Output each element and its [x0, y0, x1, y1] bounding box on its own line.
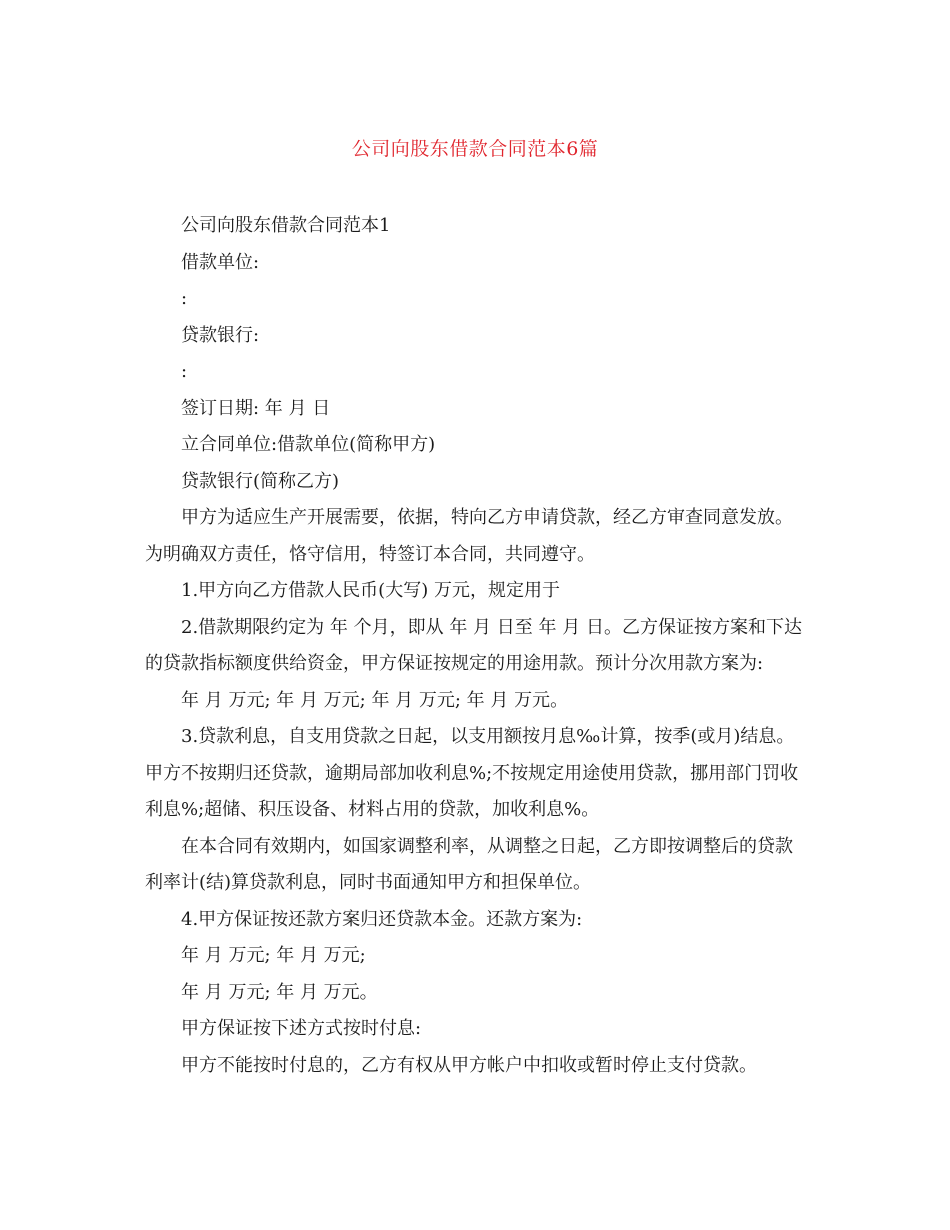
sign-date: 签订日期: 年 月 日 [181, 397, 331, 419]
late-interest-paragraph: 甲方不能按时付息的，乙方有权从甲方帐户中扣收或暂时停止支付贷款。 [181, 1054, 757, 1076]
lender-colon: : [181, 361, 188, 382]
preamble-paragraph: 甲方为适应生产开展需要，依据，特向乙方申请贷款，经乙方审查同意发放。为明确双方责任，恪守信用，特签订本合同，共同遵守。 [145, 507, 793, 565]
clause-1: 1.甲方向乙方借款人民币(大写) 万元，规定用于 [181, 580, 560, 601]
clause-4: 4.甲方保证按还款方案归还贷款本金。还款方案为: [181, 908, 583, 930]
drawdown-schedule: 年 月 万元; 年 月 万元; 年 月 万元; 年 月 万元。 [181, 689, 569, 711]
document-title: 公司向股东借款合同范本6篇 [351, 138, 599, 160]
repayment-schedule-line-1: 年 月 万元; 年 月 万元; [181, 945, 366, 966]
document-body [145, 208, 805, 1084]
contract-heading: 公司向股东借款合同范本1 [181, 215, 391, 236]
rate-adjustment-paragraph: 在本合同有效期内，如国家调整利率，从调整之日起，乙方即按调整后的贷款利率计(结)算贷款利息，同时书面通知甲方和担保单位。 [145, 835, 793, 893]
party-b-definition: 贷款银行(简称乙方) [181, 470, 340, 492]
borrower-colon: : [181, 288, 188, 309]
borrower-label: 借款单位: [181, 251, 260, 273]
lender-label: 贷款银行: [181, 324, 260, 346]
clause-3: 3.贷款利息，自支用贷款之日起，以支用额按月息‰计算，按季(或月)结息。甲方不按期归还贷款，逾期局部加收利息%;不按规定用途使用贷款，挪用部门罚收利息%;超储、积压设备、材料占用的贷款，加收利息%。 [145, 726, 799, 820]
repayment-schedule-line-2: 年 月 万元; 年 月 万元。 [181, 981, 378, 1003]
interest-payment-method: 甲方保证按下述方式按时付息: [181, 1018, 422, 1039]
clause-2: 2.借款期限约定为 年 个月，即从 年 月 日至 年 月 日。乙方保证按方案和下达的贷款指标额度供给资金，甲方保证按规定的用途用款。预计分次用款方案为: [145, 616, 802, 674]
party-a-definition: 立合同单位:借款单位(简称甲方) [181, 434, 436, 455]
